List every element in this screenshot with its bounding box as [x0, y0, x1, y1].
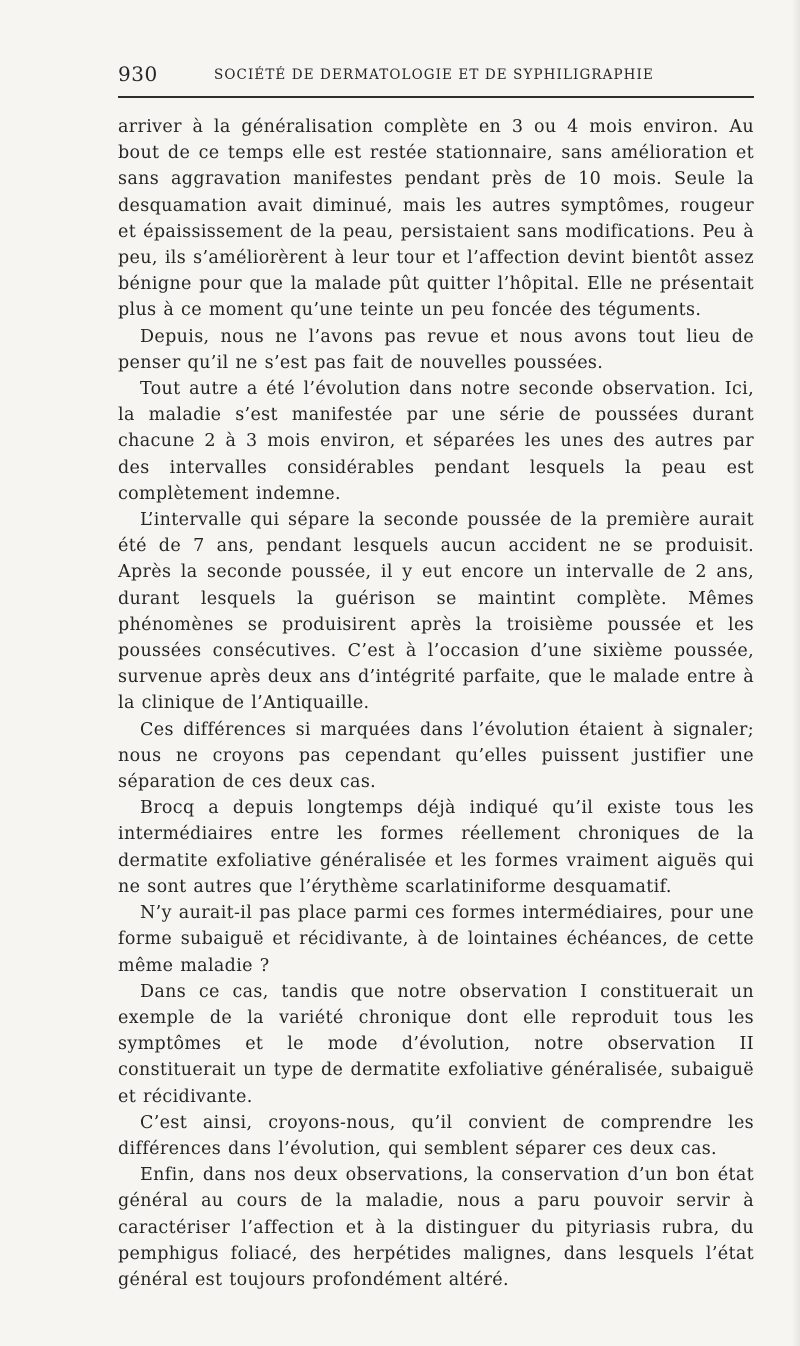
paragraph: C’est ainsi, croyons-nous, qu’il convient de comprendre les différences dans l’évolution, qui semblent séparer ces deux cas.	[118, 1112, 754, 1159]
paragraph: L’intervalle qui sépare la seconde poussée de la première aurait été de 7 ans, pendant lesquels aucun accident ne se produisit. Après la seconde poussée, il y eut encore un intervalle de 2 ans, durant lesquels la guérison se maintint complète. Mêmes phénomènes se produisirent après la troisième poussée et les poussées consécutives. C’est à l’occasion d’une sixième poussée, survenue après deux ans d’intégrité parfaite, que le malade entre à la clinique de l’Antiquaille.	[118, 510, 754, 714]
paragraph: Brocq a depuis longtemps déjà indiqué qu’il existe tous les intermédiaires entre les formes réellement chroniques de la dermatite exfoliative généralisée et les formes vraiment aiguës qui ne sont autres que l’érythème scarlatiniforme desquamatif.	[118, 798, 754, 897]
page-edge-shadow	[792, 0, 800, 1346]
running-title: SOCIÉTÉ DE DERMATOLOGIE ET DE SYPHILIGRAPHIE	[214, 67, 654, 83]
paragraph: Dans ce cas, tandis que notre observation I constituerait un exemple de la variété chronique dont elle reproduit tous les symptômes et le mode d’évolution, notre observation II constituerait un type de dermatite exfoliative généralisée, subaiguë et récidivante.	[118, 981, 754, 1107]
paragraph: Tout autre a été l’évolution dans notre seconde observation. Ici, la maladie s’est manifestée par une série de poussées durant chacune 2 à 3 mois environ, et séparées les unes des autres par des intervalles considérables pendant lesquels la peau est complètement indemne.	[118, 379, 754, 504]
paragraph: Ces différences si marquées dans l’évolution étaient à signaler; nous ne croyons pas cependant qu’elles puissent justifier une séparation de ces deux cas.	[118, 719, 754, 793]
page-number: 930	[118, 62, 158, 86]
paragraph: Depuis, nous ne l’avons pas revue et nous avons tout lieu de penser qu’il ne s’est pas fait de nouvelles poussées.	[118, 326, 754, 373]
header-rule	[118, 96, 754, 98]
paragraph: N’y aurait-il pas place parmi ces formes intermédiaires, pour une forme subaiguë et récidivante, à de lointaines échéances, de cette même maladie ?	[118, 903, 754, 976]
running-header	[118, 61, 754, 91]
paragraph-continued: arriver à la généralisation complète en 3 ou 4 mois environ. Au bout de ce temps elle est restée stationnaire, sans amélioration et sans aggravation manifestes pendant près de 10 mois. Seule la desquamation avait diminué, mais les autres symptômes, rougeur et épaississement de la peau, persistaient sans modifications. Peu à peu, ils s’améliorèrent à leur tour et l’affection devint bientôt assez bénigne pour que la malade pût quitter l’hôpital. Elle ne présentait plus à ce moment qu’une teinte un peu foncée des téguments.	[118, 117, 754, 321]
paragraph: Enfin, dans nos deux observations, la conservation d’un bon état général au cours de la maladie, nous a paru pouvoir servir à caractériser l’affection et à la distinguer du pityriasis rubra, du pemphigus foliacé, des herpétides malignes, dans lesquels l’état général est toujours profondément altéré.	[118, 1165, 754, 1290]
body-text	[118, 114, 754, 1293]
